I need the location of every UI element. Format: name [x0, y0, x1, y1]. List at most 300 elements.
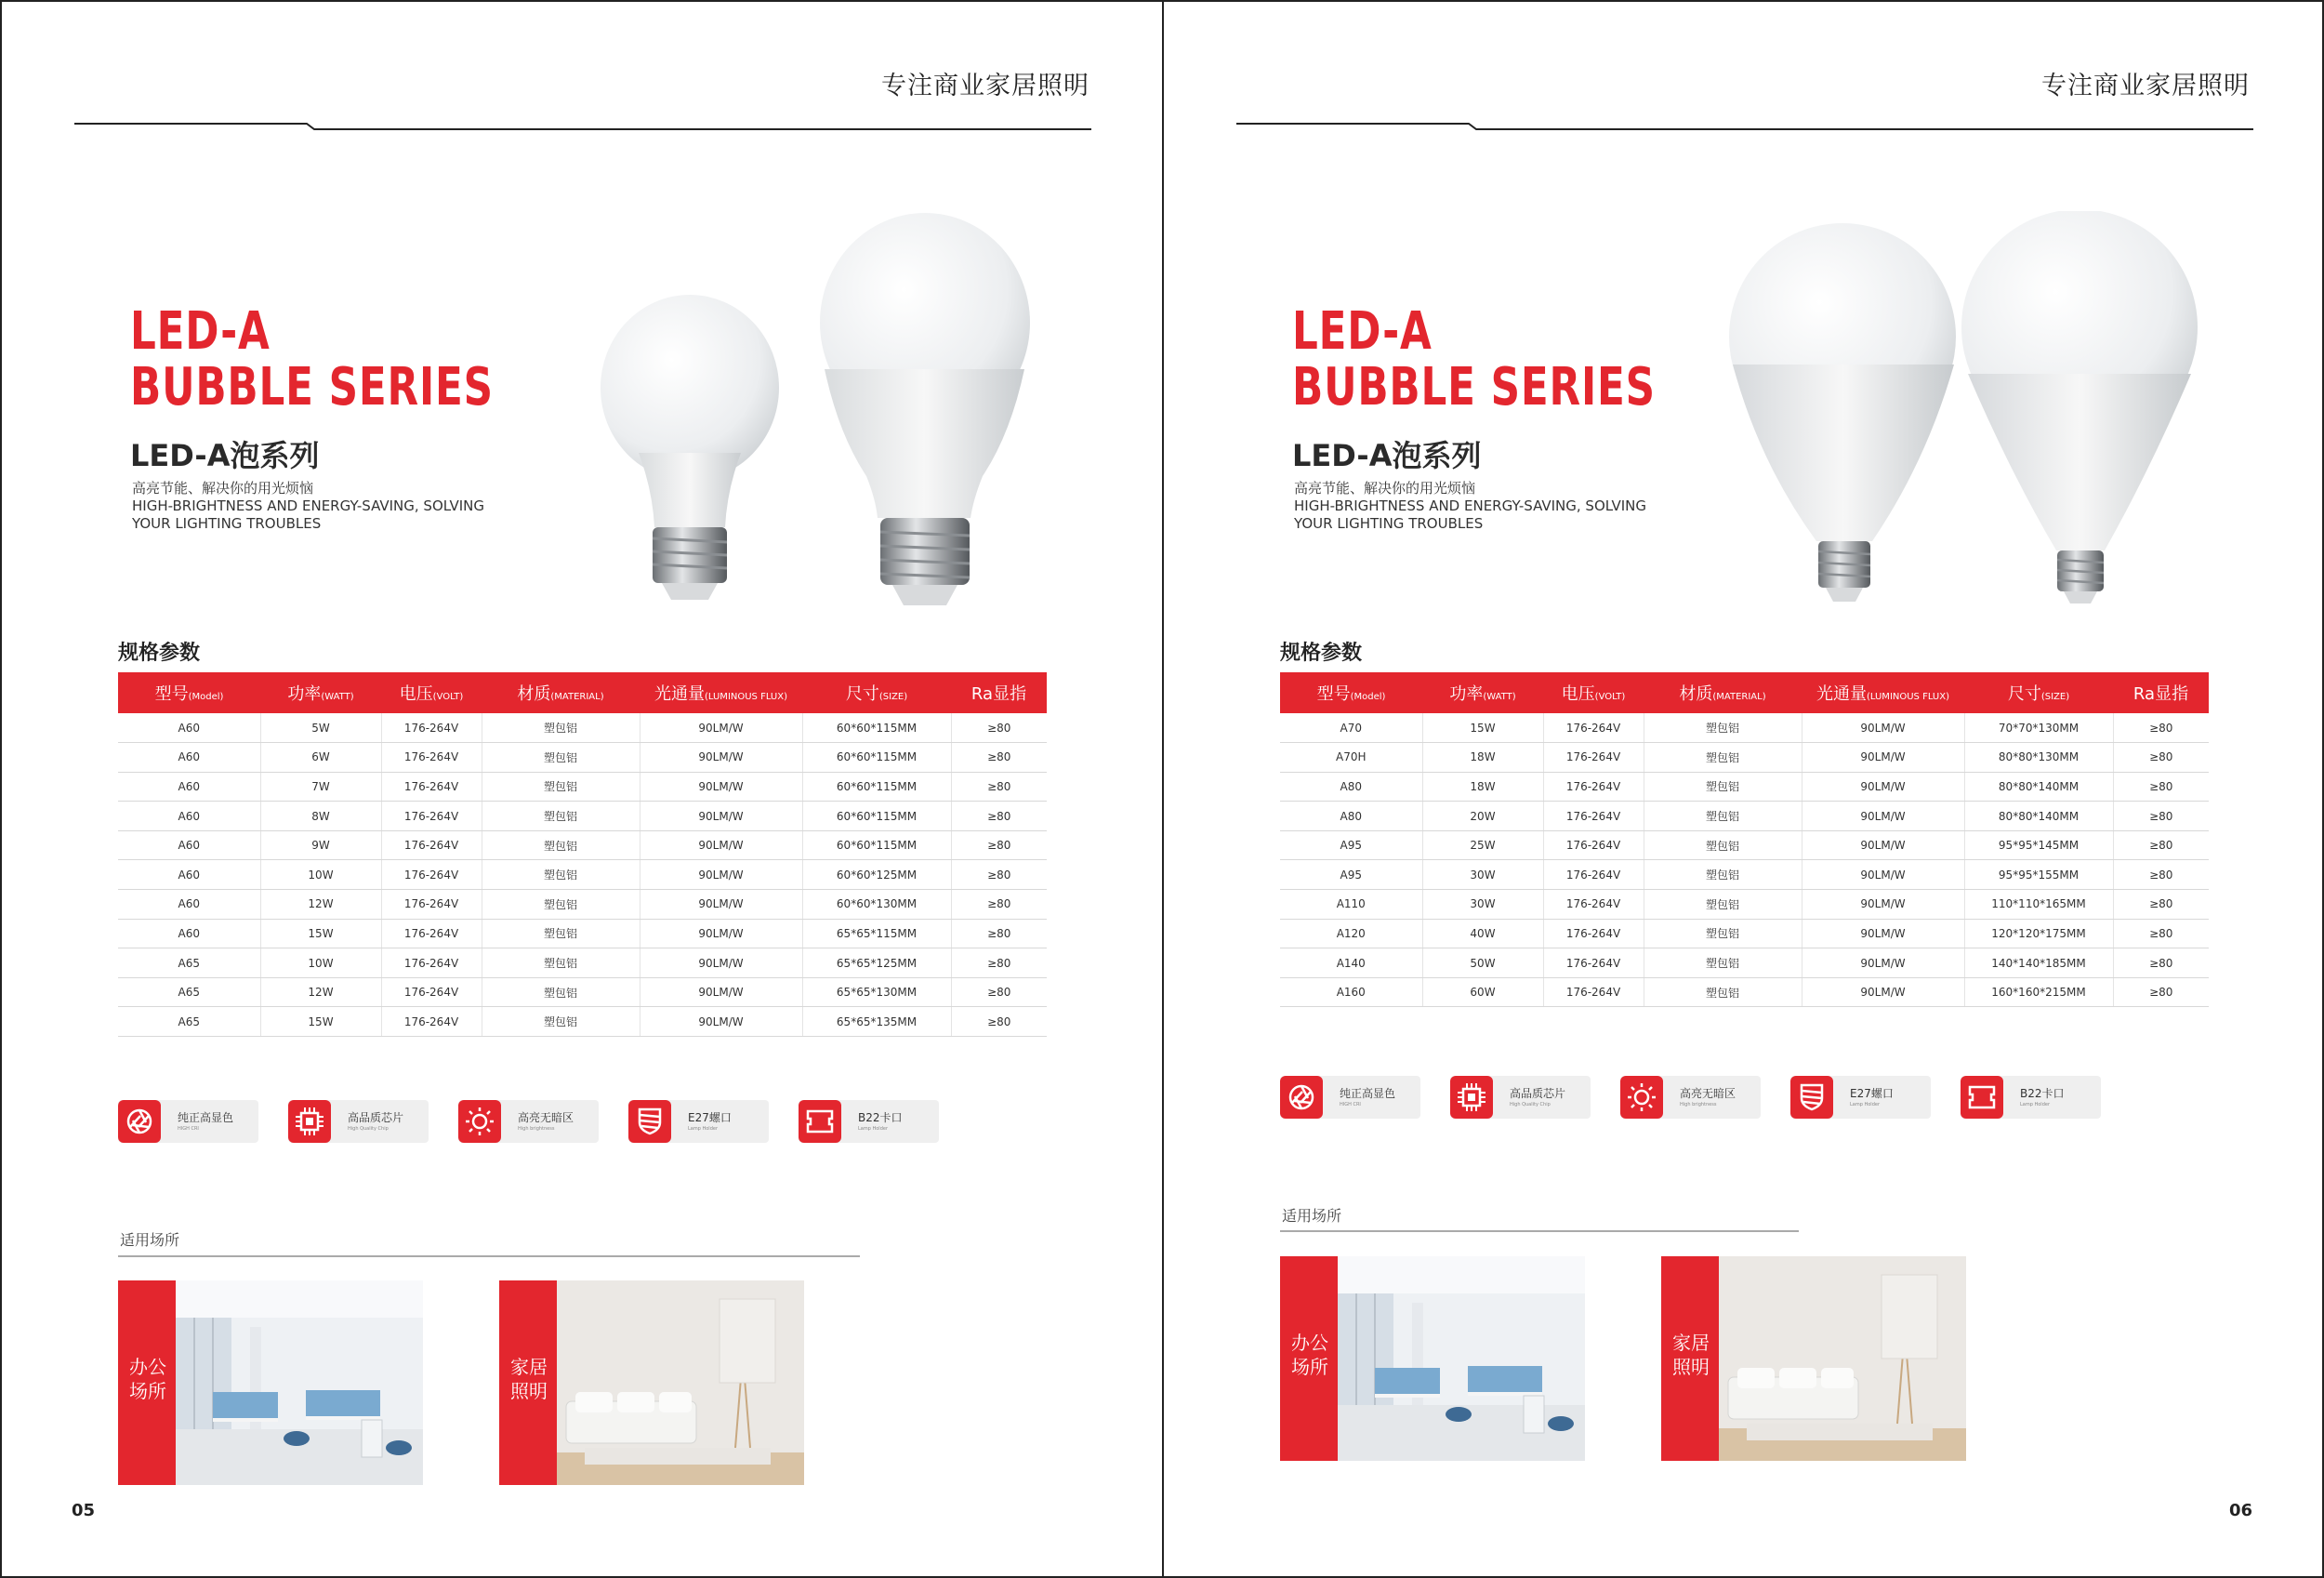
header-rule	[1236, 123, 2253, 130]
column-header	[381, 672, 482, 713]
table-cell: 18W	[1422, 772, 1543, 802]
table-cell: ≥80	[951, 1007, 1047, 1037]
table-cell: 90LM/W	[640, 919, 802, 948]
column-header-cn: 尺寸	[2007, 684, 2041, 704]
table-cell: 90LM/W	[640, 1007, 802, 1037]
page-number: 05	[72, 1501, 96, 1520]
table-cell: 65*65*125MM	[802, 948, 951, 978]
table-row	[118, 919, 1047, 948]
feature-label: E27螺口	[1850, 1087, 1894, 1100]
table-cell: 50W	[1422, 948, 1543, 978]
table-cell: 塑包铝	[482, 772, 640, 802]
application-title: 适用场所	[1282, 1207, 1342, 1225]
table-row	[1280, 860, 2209, 890]
table-cell: 5W	[260, 713, 381, 743]
column-header	[802, 672, 951, 713]
table-cell: 176-264V	[381, 830, 482, 860]
feature-sublabel: High Quality Chip	[348, 1126, 389, 1132]
feature-badges	[118, 1100, 939, 1143]
column-header	[118, 672, 260, 713]
table-cell: 90LM/W	[1802, 743, 1964, 773]
table-cell: ≥80	[2113, 860, 2209, 890]
table-cell: 65*65*130MM	[802, 977, 951, 1007]
column-header	[1422, 672, 1543, 713]
bulb-illustration	[1703, 211, 2205, 620]
table-cell: A60	[118, 743, 260, 773]
series-title	[1292, 301, 1656, 418]
table-cell: 90LM/W	[1802, 802, 1964, 831]
application-title: 适用场所	[120, 1231, 180, 1249]
feature-badge	[628, 1100, 769, 1143]
large-bulb	[820, 213, 1030, 605]
scene-home	[1661, 1256, 1966, 1461]
table-cell: 塑包铝	[1644, 860, 1802, 890]
table-cell: 95*95*155MM	[1964, 860, 2113, 890]
table-cell: 65*65*135MM	[802, 1007, 951, 1037]
table-cell: ≥80	[2113, 948, 2209, 978]
column-header-cn: 型号	[1316, 684, 1351, 704]
table-cell: 90LM/W	[640, 713, 802, 743]
table-cell: 10W	[260, 860, 381, 890]
table-cell: ≥80	[2113, 772, 2209, 802]
spec-table	[1280, 672, 2209, 1007]
feature-label: 纯正高显色	[1340, 1087, 1396, 1100]
sun-icon	[458, 1100, 501, 1143]
table-cell: 塑包铝	[1644, 802, 1802, 831]
table-row	[118, 713, 1047, 743]
table-cell: 176-264V	[1543, 772, 1644, 802]
table-cell: ≥80	[951, 743, 1047, 773]
spec-table-body	[118, 713, 1047, 1037]
table-cell: 90LM/W	[640, 890, 802, 920]
table-cell: A140	[1280, 948, 1422, 978]
table-row	[118, 802, 1047, 831]
table-cell: 90LM/W	[640, 860, 802, 890]
column-header-cn: 功率	[287, 684, 322, 704]
table-row	[118, 830, 1047, 860]
subtitle-en-2: YOUR LIGHTING TROUBLES	[1294, 515, 1484, 532]
scene-home	[499, 1280, 804, 1485]
table-cell: ≥80	[951, 919, 1047, 948]
scene-home-label: 家居 照明	[510, 1356, 548, 1402]
column-header	[1644, 672, 1802, 713]
page-number: 06	[2228, 1501, 2252, 1520]
feature-sublabel: Lamp Holder	[1850, 1102, 1880, 1107]
table-cell: 塑包铝	[1644, 977, 1802, 1007]
spec-table-header	[118, 672, 1047, 713]
scene-office-band	[118, 1280, 176, 1485]
table-cell: 30W	[1422, 890, 1543, 920]
table-cell: 60*60*130MM	[802, 890, 951, 920]
application-rule	[1280, 1230, 1799, 1232]
series-title-line1: LED-A	[1292, 301, 1433, 362]
series-subtitle	[132, 480, 504, 533]
subtitle-en-2: YOUR LIGHTING TROUBLES	[132, 515, 322, 532]
column-header-cn: 电压	[1561, 684, 1595, 704]
series-title-cn: LED-A泡系列	[130, 438, 320, 473]
home-photo	[1719, 1256, 1966, 1461]
table-cell: 塑包铝	[1644, 772, 1802, 802]
column-header-cn: 功率	[1449, 684, 1484, 704]
bayonet-base-icon	[1961, 1076, 2003, 1119]
table-cell: A80	[1280, 772, 1422, 802]
feature-label: B22卡口	[2020, 1087, 2065, 1100]
table-cell: 40W	[1422, 919, 1543, 948]
home-photo	[557, 1280, 804, 1485]
chip-icon	[288, 1100, 331, 1143]
feature-sublabel: High brightness	[518, 1126, 555, 1132]
feature-sublabel: HIGH CRI	[1340, 1102, 1361, 1107]
table-cell: 176-264V	[381, 802, 482, 831]
table-cell: 25W	[1422, 830, 1543, 860]
header-rule	[74, 123, 1091, 130]
feature-label: 高亮无暗区	[1680, 1087, 1736, 1100]
feature-badge	[799, 1100, 939, 1143]
column-header-en: (VOLT)	[432, 692, 464, 702]
table-cell: 60*60*115MM	[802, 743, 951, 773]
table-row	[118, 860, 1047, 890]
scene-office-label: 办公 场所	[1291, 1332, 1328, 1378]
table-cell: 90LM/W	[1802, 919, 1964, 948]
table-cell: 塑包铝	[1644, 830, 1802, 860]
feature-label: 高品质芯片	[1510, 1087, 1566, 1100]
table-row	[118, 977, 1047, 1007]
bulb-illustration	[597, 211, 1043, 620]
table-cell: 90LM/W	[640, 802, 802, 831]
table-cell: 95*95*145MM	[1964, 830, 2113, 860]
spec-table-header	[1280, 672, 2209, 713]
table-cell: 60*60*115MM	[802, 802, 951, 831]
table-cell: ≥80	[951, 890, 1047, 920]
office-photo	[176, 1280, 423, 1485]
table-row	[1280, 977, 2209, 1007]
column-header-en: (MATERIAL)	[1712, 692, 1766, 702]
feature-badge	[1280, 1076, 1420, 1119]
table-cell: 176-264V	[381, 977, 482, 1007]
column-header-cn: 光通量	[654, 684, 706, 704]
column-header	[260, 672, 381, 713]
application-rule	[118, 1255, 860, 1257]
table-cell: A70H	[1280, 743, 1422, 773]
table-cell: A95	[1280, 860, 1422, 890]
table-cell: 15W	[1422, 713, 1543, 743]
table-cell: 140*140*185MM	[1964, 948, 2113, 978]
column-header	[2113, 672, 2209, 713]
feature-label: 高亮无暗区	[518, 1111, 574, 1124]
table-row	[118, 890, 1047, 920]
table-cell: A60	[118, 830, 260, 860]
column-header-cn: Ra显指	[2133, 684, 2189, 704]
table-cell: 176-264V	[381, 713, 482, 743]
feature-sublabel: High brightness	[1680, 1102, 1717, 1107]
table-cell: 176-264V	[1543, 977, 1644, 1007]
table-cell: A65	[118, 1007, 260, 1037]
subtitle-cn: 高亮节能、解决你的用光烦恼	[132, 480, 314, 497]
table-cell: ≥80	[2113, 802, 2209, 831]
product-photo	[597, 211, 1043, 620]
product-photo	[1703, 211, 2205, 620]
table-cell: 90LM/W	[1802, 977, 1964, 1007]
column-header-en: (WATT)	[321, 692, 354, 702]
series-title-cn: LED-A泡系列	[1292, 438, 1482, 473]
column-header-cn: Ra显指	[971, 684, 1027, 704]
column-header-en: (LUMINOUS FLUX)	[705, 692, 787, 702]
column-header	[1964, 672, 2113, 713]
column-header-en: (Model)	[1350, 692, 1386, 702]
table-cell: A110	[1280, 890, 1422, 920]
feature-sublabel: Lamp Holder	[858, 1126, 888, 1132]
table-cell: A120	[1280, 919, 1422, 948]
bulb-b	[1961, 211, 2198, 603]
table-cell: 90LM/W	[640, 743, 802, 773]
office-photo	[1338, 1256, 1585, 1461]
column-header-cn: 尺寸	[845, 684, 879, 704]
table-cell: 12W	[260, 890, 381, 920]
table-cell: 60*60*115MM	[802, 772, 951, 802]
scene-home-band	[1661, 1256, 1719, 1461]
table-cell: 塑包铝	[1644, 743, 1802, 773]
header-tagline: 专注商业家居照明	[2041, 72, 2250, 100]
bayonet-base-icon	[799, 1100, 841, 1143]
feature-sublabel: Lamp Holder	[688, 1126, 718, 1132]
table-cell: A65	[118, 948, 260, 978]
table-row	[118, 1007, 1047, 1037]
table-cell: A60	[118, 772, 260, 802]
table-cell: 176-264V	[381, 890, 482, 920]
table-cell: 176-264V	[1543, 948, 1644, 978]
table-cell: 9W	[260, 830, 381, 860]
table-cell: 176-264V	[381, 743, 482, 773]
feature-badge	[1790, 1076, 1931, 1119]
column-header	[1802, 672, 1964, 713]
table-row	[1280, 772, 2209, 802]
column-header-en: (MATERIAL)	[550, 692, 604, 702]
specs-title: 规格参数	[1280, 642, 1363, 665]
table-cell: 80*80*140MM	[1964, 772, 2113, 802]
series-title-line2: BUBBLE SERIES	[1292, 357, 1656, 418]
column-header-cn: 材质	[1679, 684, 1713, 704]
table-cell: 90LM/W	[1802, 830, 1964, 860]
table-cell: 176-264V	[1543, 830, 1644, 860]
table-cell: A60	[118, 860, 260, 890]
table-cell: 塑包铝	[482, 830, 640, 860]
table-cell: ≥80	[951, 860, 1047, 890]
table-cell: 176-264V	[381, 1007, 482, 1037]
table-cell: 塑包铝	[482, 890, 640, 920]
subtitle-en-1: HIGH-BRIGHTNESS AND ENERGY-SAVING, SOLVING	[132, 497, 484, 514]
table-cell: 90LM/W	[1802, 948, 1964, 978]
table-cell: 90LM/W	[640, 772, 802, 802]
table-cell: ≥80	[2113, 713, 2209, 743]
table-cell: 176-264V	[381, 948, 482, 978]
table-cell: 6W	[260, 743, 381, 773]
table-cell: ≥80	[951, 713, 1047, 743]
feature-sublabel: Lamp Holder	[2020, 1102, 2050, 1107]
table-cell: 176-264V	[1543, 743, 1644, 773]
column-header-en: (SIZE)	[878, 692, 908, 702]
chip-icon	[1450, 1076, 1493, 1119]
scene-office	[118, 1280, 423, 1485]
bulb-a	[1729, 223, 1956, 602]
sun-icon	[1620, 1076, 1663, 1119]
table-cell: 12W	[260, 977, 381, 1007]
feature-badge	[1961, 1076, 2101, 1119]
table-cell: 塑包铝	[482, 743, 640, 773]
table-cell: 176-264V	[381, 919, 482, 948]
column-header-en: (WATT)	[1483, 692, 1516, 702]
table-cell: 塑包铝	[482, 860, 640, 890]
table-cell: A160	[1280, 977, 1422, 1007]
table-cell: 176-264V	[1543, 713, 1644, 743]
table-row	[1280, 948, 2209, 978]
scene-office-label: 办公 场所	[129, 1356, 166, 1402]
table-cell: A60	[118, 802, 260, 831]
table-cell: 90LM/W	[1802, 772, 1964, 802]
table-cell: A60	[118, 713, 260, 743]
page-06	[1162, 0, 2324, 1578]
table-cell: 90LM/W	[1802, 890, 1964, 920]
feature-label: 高品质芯片	[348, 1111, 404, 1124]
table-cell: 7W	[260, 772, 381, 802]
column-header-en: (LUMINOUS FLUX)	[1867, 692, 1949, 702]
table-cell: 10W	[260, 948, 381, 978]
series-subtitle	[1294, 480, 1666, 533]
table-row	[118, 743, 1047, 773]
small-bulb	[601, 295, 779, 600]
table-cell: A70	[1280, 713, 1422, 743]
table-cell: 塑包铝	[482, 919, 640, 948]
scene-home-label: 家居 照明	[1672, 1332, 1710, 1378]
table-cell: 15W	[260, 1007, 381, 1037]
screw-base-icon	[1790, 1076, 1833, 1119]
table-row	[1280, 830, 2209, 860]
table-cell: 65*65*115MM	[802, 919, 951, 948]
table-cell: 110*110*165MM	[1964, 890, 2113, 920]
feature-sublabel: HIGH CRI	[178, 1126, 199, 1132]
feature-badge	[118, 1100, 258, 1143]
column-header-cn: 型号	[154, 684, 189, 704]
table-cell: 20W	[1422, 802, 1543, 831]
table-cell: 塑包铝	[482, 802, 640, 831]
subtitle-cn: 高亮节能、解决你的用光烦恼	[1294, 480, 1476, 497]
table-cell: ≥80	[2113, 890, 2209, 920]
aperture-icon	[1280, 1076, 1323, 1119]
feature-badge	[1450, 1076, 1591, 1119]
table-cell: 90LM/W	[640, 977, 802, 1007]
feature-label: 纯正高显色	[178, 1111, 234, 1124]
table-cell: ≥80	[951, 830, 1047, 860]
table-cell: ≥80	[951, 772, 1047, 802]
table-cell: 塑包铝	[482, 713, 640, 743]
table-cell: ≥80	[2113, 977, 2209, 1007]
feature-badges	[1280, 1076, 2101, 1119]
column-header-cn: 光通量	[1816, 684, 1868, 704]
aperture-icon	[118, 1100, 161, 1143]
table-row	[1280, 743, 2209, 773]
specs-title: 规格参数	[118, 642, 201, 665]
table-cell: 塑包铝	[482, 977, 640, 1007]
scene-office	[1280, 1256, 1585, 1461]
table-cell: 塑包铝	[1644, 948, 1802, 978]
scene-home-band	[499, 1280, 557, 1485]
feature-label: E27螺口	[688, 1111, 732, 1124]
column-header-cn: 电压	[399, 684, 433, 704]
table-cell: ≥80	[951, 948, 1047, 978]
table-cell: 176-264V	[1543, 890, 1644, 920]
table-cell: 8W	[260, 802, 381, 831]
spec-table-body	[1280, 713, 2209, 1007]
table-cell: 176-264V	[1543, 802, 1644, 831]
scene-office-band	[1280, 1256, 1338, 1461]
table-cell: A65	[118, 977, 260, 1007]
feature-sublabel: High Quality Chip	[1510, 1102, 1551, 1107]
table-cell: ≥80	[2113, 830, 2209, 860]
table-row	[1280, 713, 2209, 743]
table-cell: 70*70*130MM	[1964, 713, 2113, 743]
table-cell: 塑包铝	[1644, 890, 1802, 920]
table-cell: 90LM/W	[1802, 860, 1964, 890]
table-row	[1280, 919, 2209, 948]
table-cell: 60*60*125MM	[802, 860, 951, 890]
feature-badge	[1620, 1076, 1761, 1119]
table-cell: 60*60*115MM	[802, 830, 951, 860]
table-row	[1280, 802, 2209, 831]
column-header-en: (Model)	[188, 692, 224, 702]
table-cell: 60W	[1422, 977, 1543, 1007]
table-cell: 120*120*175MM	[1964, 919, 2113, 948]
table-cell: A60	[118, 919, 260, 948]
table-cell: 90LM/W	[1802, 713, 1964, 743]
table-cell: 塑包铝	[1644, 713, 1802, 743]
column-header	[1543, 672, 1644, 713]
table-cell: 176-264V	[1543, 860, 1644, 890]
column-header	[951, 672, 1047, 713]
series-title-line1: LED-A	[130, 301, 271, 362]
screw-base-icon	[628, 1100, 671, 1143]
table-cell: 塑包铝	[482, 948, 640, 978]
table-cell: ≥80	[2113, 743, 2209, 773]
series-title-line2: BUBBLE SERIES	[130, 357, 494, 418]
feature-label: B22卡口	[858, 1111, 903, 1124]
table-cell: 176-264V	[1543, 919, 1644, 948]
column-header-en: (SIZE)	[2040, 692, 2070, 702]
table-cell: 80*80*140MM	[1964, 802, 2113, 831]
table-cell: A80	[1280, 802, 1422, 831]
table-cell: 18W	[1422, 743, 1543, 773]
subtitle-en-1: HIGH-BRIGHTNESS AND ENERGY-SAVING, SOLVING	[1294, 497, 1646, 514]
column-header-cn: 材质	[517, 684, 551, 704]
feature-badge	[288, 1100, 429, 1143]
table-cell: 80*80*130MM	[1964, 743, 2113, 773]
table-cell: 60*60*115MM	[802, 713, 951, 743]
feature-badge	[458, 1100, 599, 1143]
table-cell: 176-264V	[381, 772, 482, 802]
table-cell: 90LM/W	[640, 830, 802, 860]
column-header	[482, 672, 640, 713]
table-row	[1280, 890, 2209, 920]
table-cell: A95	[1280, 830, 1422, 860]
table-row	[118, 772, 1047, 802]
series-title	[130, 301, 494, 418]
table-cell: 15W	[260, 919, 381, 948]
header-tagline: 专注商业家居照明	[881, 72, 1089, 100]
spec-table	[118, 672, 1047, 1037]
table-cell: 30W	[1422, 860, 1543, 890]
table-cell: A60	[118, 890, 260, 920]
table-cell: 塑包铝	[482, 1007, 640, 1037]
table-cell: 160*160*215MM	[1964, 977, 2113, 1007]
column-header-en: (VOLT)	[1594, 692, 1626, 702]
